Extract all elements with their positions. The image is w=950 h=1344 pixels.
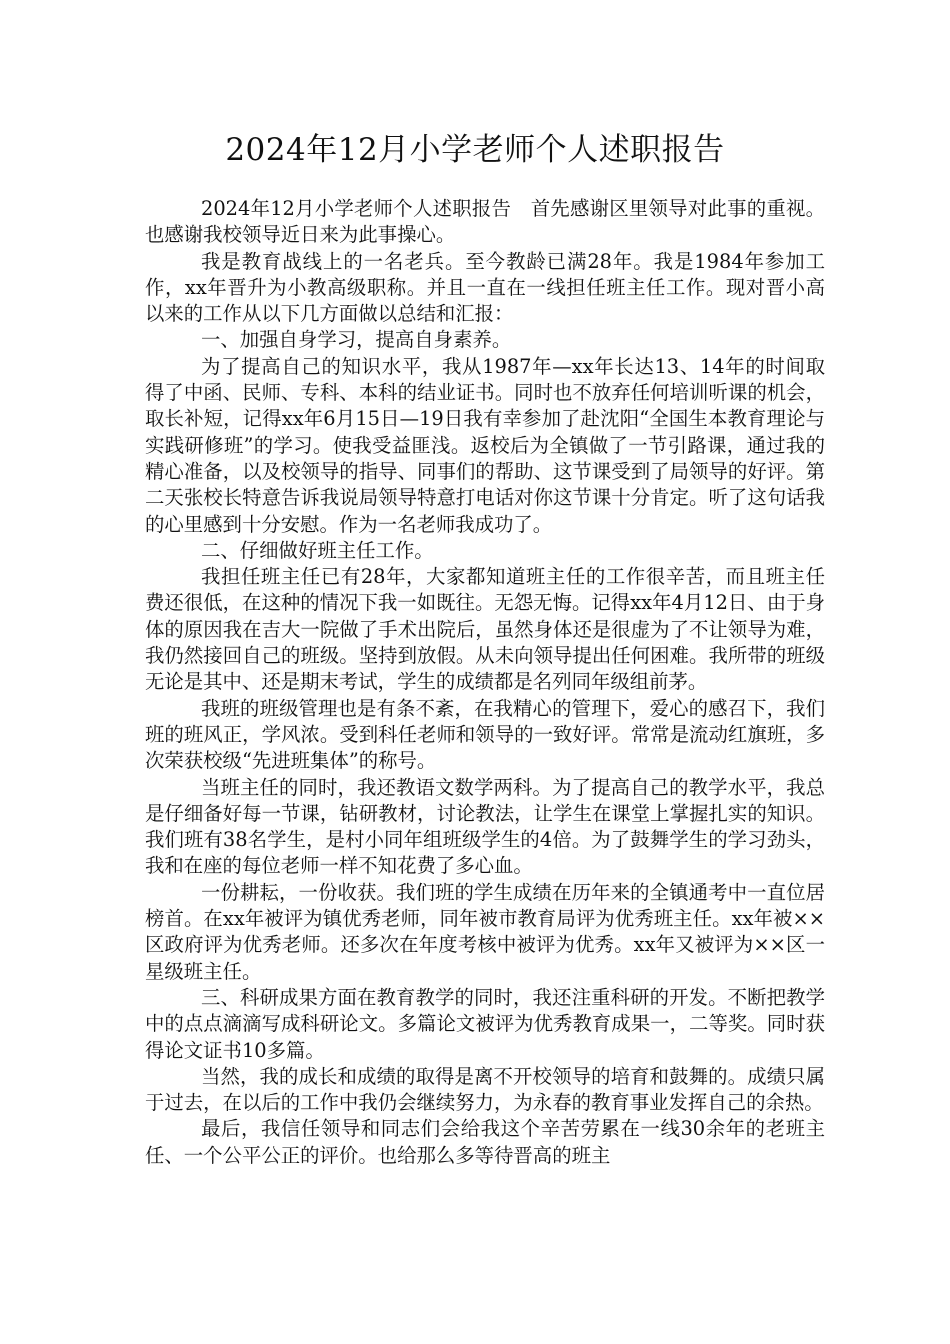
paragraph-achievements: 一份耕耘，一份收获。我们班的学生成绩在历年来的全镇通考中一直位居榜首。在xx年被评为镇优秀老师，同年被市教育局评为优秀班主任。xx年被××区政府评为优秀老师。还多次在年度考核中被评为优秀。xx年又被评为××区一星级班主任。 — [145, 880, 825, 983]
section-heading-3-research: 三、科研成果方面在教育教学的同时，我还注重科研的开发。不断把教学中的点点滴滴写成科研论文。多篇论文被评为优秀教育成果一，二等奖。同时获得论文证书10多篇。 — [145, 985, 825, 1062]
paragraph-teaching: 当班主任的同时，我还教语文数学两科。为了提高自己的教学水平，我总是仔细备好每一节课，钻研教材，讨论教法，让学生在课堂上掌握扎实的知识。我们班有38名学生，是村小同年组班级学生的4倍。为了鼓舞学生的学习劲头，我和在座的每位老师一样不知花费了多心血。 — [145, 775, 825, 878]
document-title: 2024年12月小学老师个人述职报告 — [225, 132, 725, 168]
paragraph-intro: 2024年12月小学老师个人述职报告 首先感谢区里领导对此事的重视。也感谢我校领导近日来为此事操心。 — [145, 197, 825, 247]
paragraph-class-teacher: 我担任班主任已有28年，大家都知道班主任的工作很辛苦，而且班主任费还很低，在这种的情况下我一如既往。无怨无悔。记得xx年4月12日、由于身体的原因我在吉大一院做了手术出院后，虽然身体还是很虚为了不让领导为难，我仍然接回自己的班级。坚持到放假。从未向领导提出任何困难。我所带的班级无论是其中、还是期末考试，学生的成绩都是名列同年级组前茅。 — [145, 565, 825, 694]
paragraph-study: 为了提高自己的知识水平，我从1987年—xx年长达13、14年的时间取得了中函、民师、专科、本科的结业证书。同时也不放弃任何培训听课的机会，取长补短，记得xx年6月15日—19日我有幸参加了赴沈阳“全国生本教育理论与实践研修班”的学习。使我受益匪浅。返校后为全镇做了一节引路课，通过我的精心准备，以及校领导的指导、同事们的帮助、这节课受到了局领导的好评。第二天张校长特意告诉我说局领导特意打电话对你这节课十分肯定。听了这句话我的心里感到十分安慰。作为一名老师我成功了。 — [145, 354, 825, 536]
section-heading-1: 一、加强自身学习，提高自身素养。 — [201, 328, 512, 352]
paragraph-closing: 最后，我信任领导和同志们会给我这个辛苦劳累在一线30余年的老班主任、一个公平公正的评价。也给那么多等待晋高的班主 — [145, 1117, 825, 1167]
paragraph-class-management: 我班的班级管理也是有条不紊，在我精心的管理下，爱心的感召下，我们班的班风正，学风浓。受到科任老师和领导的一致好评。常常是流动红旗班，多次荣获校级“先进班集体”的称号。 — [145, 696, 825, 773]
document-body — [145, 196, 825, 1169]
paragraph-background: 我是教育战线上的一名老兵。至今教龄已满28年。我是1984年参加工作，xx年晋升为小教高级职称。并且一直在一线担任班主任工作。现对晋小高以来的工作从以下几方面做以总结和汇报： — [145, 249, 825, 326]
section-heading-2: 二、仔细做好班主任工作。 — [201, 538, 434, 562]
paragraph-gratitude: 当然，我的成长和成绩的取得是离不开校领导的培育和鼓舞的。成绩只属于过去，在以后的工作中我仍会继续努力，为永春的教育事业发挥自己的余热。 — [145, 1064, 825, 1115]
